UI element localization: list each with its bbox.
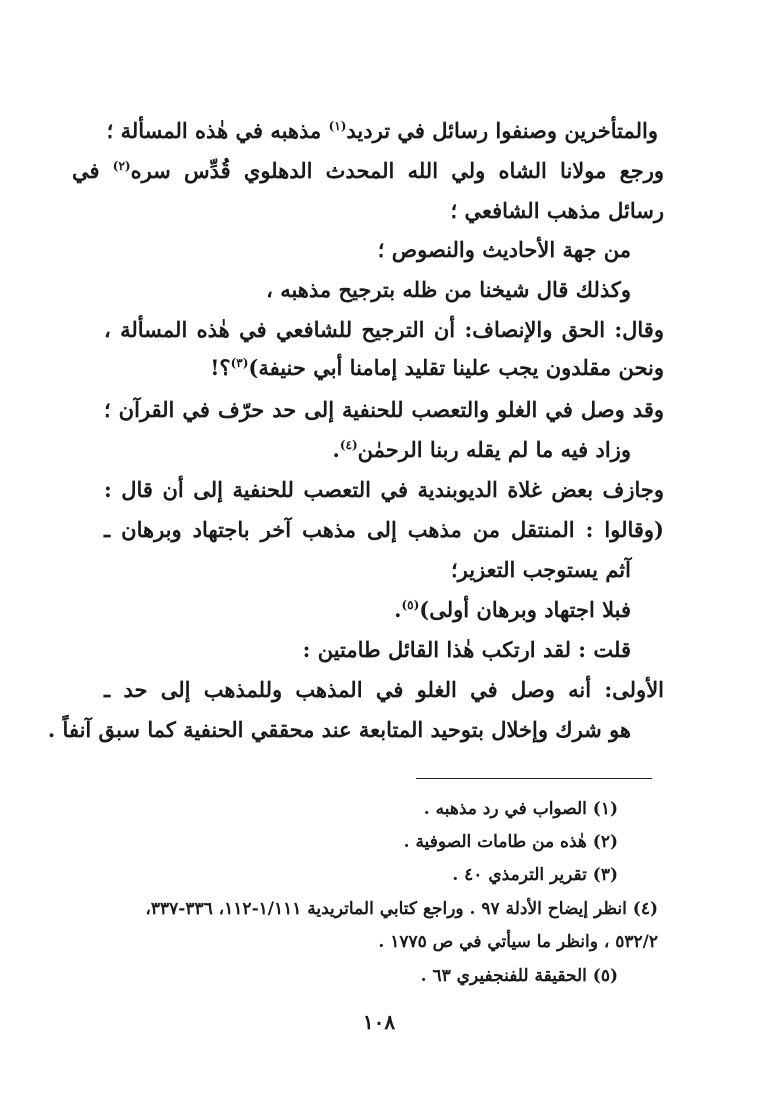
body-line-15: الأولى: أنه وصل في الغلو في المذهب وللمذهب إلى حد ـ — [104, 677, 665, 702]
body-line-12: آثم يستوجب التعزير؛ — [450, 557, 631, 582]
body-line-7: ونحن مقلدون يجب علينا تقليد إمامنا أبي حنيفة)$^{(٣)}$؟! — [210, 355, 664, 380]
body-line-9: وزاد فيه ما لم يقله ربنا الرحمٰن$^{(٤)}$. — [332, 437, 631, 462]
footnote-1: (١) الصواب في رد مذهبه . — [423, 799, 618, 819]
page-number: ١٠٨ — [362, 1010, 396, 1034]
body-line-10: وجازف بعض غلاة الديوبندية في التعصب للحنفية إلى أن قال : — [104, 477, 664, 502]
footnote-4: (٤) انظر إيضاح الأدلة ٩٧ . وراجع كتابي الماتريدية ١/١١١-١١٢، ٣٣٦-٣٣٧، — [145, 899, 658, 919]
body-line-11: (وقالوا : المنتقل من مذهب إلى مذهب آخر باجتهاد وبرهان ـ — [104, 517, 664, 542]
footnote-4-continued: ٥٣٢/٢ ، وانظر ما سيأتي في ص ١٧٧٥ . — [378, 932, 658, 952]
footnote-5: (٥) الحقيقة للفنجفيري ٦٣ . — [420, 966, 618, 986]
footnote-3: (٣) تقرير الترمذي ٤٠ . — [452, 865, 618, 885]
footnote-ref-1[interactable]: (١) — [328, 119, 347, 133]
first-point-label: الأولى: — [604, 677, 665, 702]
footnote-ref-3[interactable]: (٣) — [230, 356, 249, 370]
body-line-3: رسائل مذهب الشافعي ؛ — [450, 198, 664, 223]
body-line-16: هو شرك وإخلال بتوحيد المتابعة عند محققي الحنفية كما سبق آنفاً . — [47, 717, 631, 742]
body-line-1: والمتأخرين وصنفوا رسائل في ترديد$^{(١)}$ مذهبه في هٰذه المسألة ؛ — [106, 118, 658, 143]
body-line-4: من جهة الأحاديث والنصوص ؛ — [377, 237, 631, 262]
footnote-2: (٢) هٰذه من طامات الصوفية . — [403, 832, 618, 852]
footnote-ref-4[interactable]: (٤) — [339, 438, 358, 452]
body-line-8: وقد وصل في الغلو والتعصب للحنفية إلى حد حرّف في القرآن ؛ — [104, 397, 664, 422]
body-line-5: وكذلك قال شيخنا من ظله بترجيح مذهبه ، — [266, 277, 631, 302]
body-line-13: فبلا اجتهاد وبرهان أولى)$^{(٥)}$. — [394, 597, 631, 622]
footnote-separator — [416, 778, 652, 779]
body-line-14: قلت : لقد ارتكب هٰذا القائل طامتين : — [302, 637, 631, 662]
footnote-ref-2[interactable]: (٢) — [112, 159, 131, 173]
body-line-6: وقال: الحق والإنصاف: أن الترجيح للشافعي في هٰذه المسألة ، — [104, 317, 664, 342]
body-line-2: ورجع مولانا الشاه ولي الله المحدث الدهلوي قُدِّس سره$^{(٢)}$ في — [72, 158, 665, 183]
footnote-ref-5[interactable]: (٥) — [401, 598, 420, 612]
